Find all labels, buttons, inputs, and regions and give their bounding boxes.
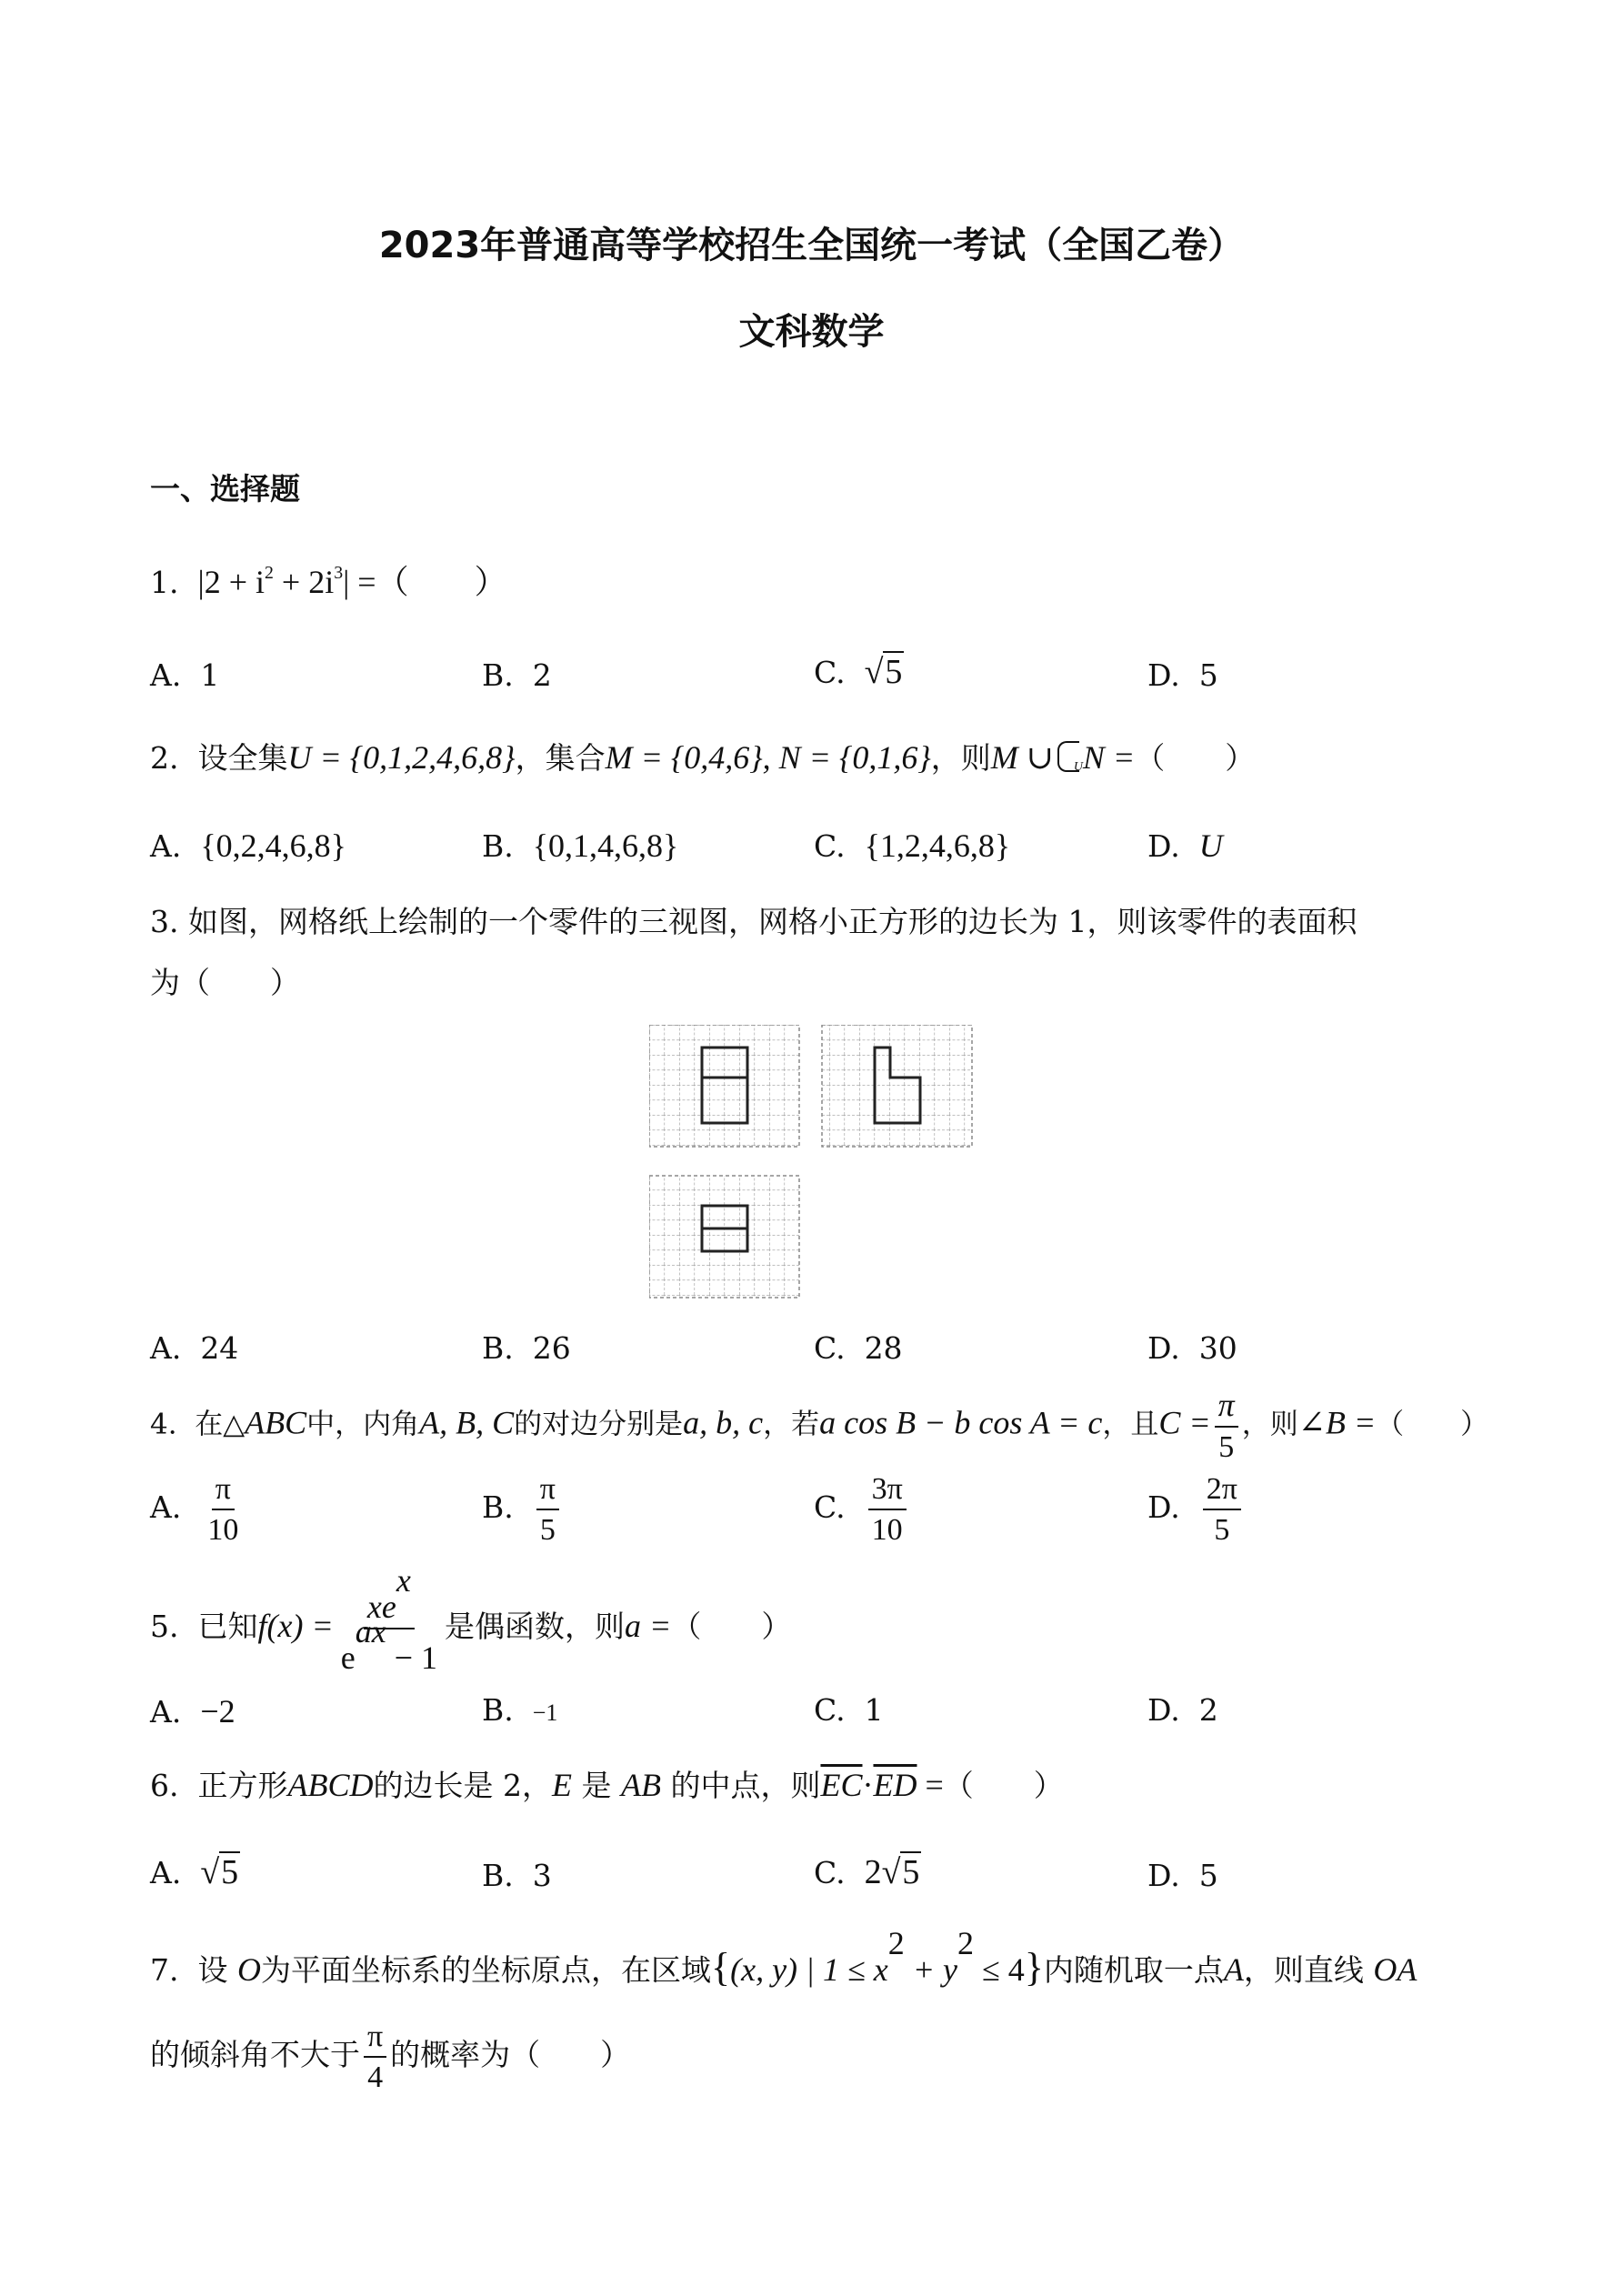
top-view bbox=[649, 1176, 799, 1298]
front-view bbox=[649, 1025, 799, 1147]
q2-option-c[interactable]: C. {1,2,4,6,8} bbox=[814, 827, 1011, 864]
q3-option-b[interactable]: B. 26 bbox=[482, 1330, 571, 1366]
q5-option-b[interactable]: B. −1 bbox=[482, 1692, 558, 1728]
question-5: 5. 已知f(x) = $\frac{xe^x}{e^{ax} - 1}$ 是偶函数，则a =（ ） bbox=[150, 1562, 792, 1676]
q5-option-d[interactable]: D. 2 bbox=[1147, 1692, 1218, 1728]
q1-option-a[interactable]: A. 1 bbox=[150, 657, 220, 693]
q3-option-c[interactable]: C. 28 bbox=[814, 1330, 903, 1366]
q1-option-c[interactable]: C. √5 bbox=[814, 653, 903, 691]
vector-ed: $\overline{ED}$ bbox=[873, 1767, 917, 1803]
complement-symbol: U bbox=[1057, 741, 1079, 772]
q5-option-a[interactable]: A. −2 bbox=[150, 1693, 235, 1730]
q2-option-d[interactable]: D. U bbox=[1147, 827, 1223, 864]
q6-option-b[interactable]: B. 3 bbox=[482, 1858, 552, 1893]
question-7-line-2: 的倾斜角不大于 $\frac{\pi}{4}$ 的概率为（ ） bbox=[150, 2020, 631, 2095]
q6-option-c[interactable]: C. 2√5 bbox=[814, 1853, 920, 1891]
q4-option-d[interactable]: D. $\frac{2\pi}{5}$ bbox=[1147, 1471, 1245, 1548]
vector-ec: $\overline{EC}$ bbox=[820, 1767, 863, 1803]
exam-subtitle: 文科数学 bbox=[738, 311, 885, 353]
q1-option-d[interactable]: D. 5 bbox=[1147, 657, 1218, 693]
question-1 bbox=[150, 563, 507, 600]
section-title: 一、选择题 bbox=[150, 471, 300, 506]
q2-option-a[interactable]: A. {0,2,4,6,8} bbox=[150, 827, 346, 864]
q1-expr: $|2 + i^2 + 2i^3|$ =（ ） bbox=[197, 563, 507, 600]
question-4: 4. 在△ABC中，内角A, B, C的对边分别是a, b, c，若a cos B − b cos A = c，且C = $\frac{\pi}{5}$ ，则∠B =（ ） bbox=[150, 1387, 1489, 1465]
fraction: $\frac{\pi}{4}$ bbox=[364, 2019, 386, 2095]
question-7-line-1: 7. 设 O为平面坐标系的坐标原点，在区域{(x, y) | $1 \le x^2 + y^2 \le 4$}内随机取一点A，则直线 OA bbox=[150, 1925, 1418, 1990]
q5-option-c[interactable]: C. 1 bbox=[814, 1692, 884, 1728]
sqrt-symbol: √5 bbox=[864, 653, 903, 691]
q1-number: 1. bbox=[150, 565, 179, 600]
question-3-line-2: 为（ ） bbox=[150, 965, 300, 1000]
fraction: $\frac{xe^x}{e^{ax} - 1}$ bbox=[340, 1562, 438, 1676]
q3-option-a[interactable]: A. 24 bbox=[150, 1330, 239, 1366]
q6-option-a[interactable]: A. √5 bbox=[150, 1853, 239, 1891]
fraction: $\frac{\pi}{5}$ bbox=[1215, 1387, 1238, 1465]
q4-option-a[interactable]: A. $\frac{\pi}{10}$ bbox=[150, 1472, 239, 1548]
exam-title: 2023年普通高等学校招生全国统一考试（全国乙卷） bbox=[378, 225, 1245, 266]
q6-option-d[interactable]: D. 5 bbox=[1147, 1858, 1218, 1893]
three-view-figure bbox=[649, 1025, 986, 1307]
question-2: 2. 设全集U = {0,1,2,4,6,8}，集合M = {0,4,6}, N = {0,1,6}，则M ∪ U N =（ ） bbox=[150, 739, 1256, 776]
q4-option-c[interactable]: C. $\frac{3\pi}{10}$ bbox=[814, 1471, 910, 1548]
q4-option-b[interactable]: B. $\frac{\pi}{5}$ bbox=[482, 1471, 563, 1548]
q2-option-b[interactable]: B. {0,1,4,6,8} bbox=[482, 827, 679, 864]
question-3-line-1: 3. 如图，网格纸上绘制的一个零件的三视图，网格小正方形的边长为 1，则该零件的表面积 bbox=[150, 904, 1358, 939]
q1-option-b[interactable]: B. 2 bbox=[482, 657, 552, 693]
side-view bbox=[822, 1025, 972, 1147]
question-6: 6. 正方形ABCD的边长是 2，E 是 AB 的中点，则$\overline{EC}\cdot\overline{ED}$ =（ ） bbox=[150, 1767, 1064, 1803]
q3-option-d[interactable]: D. 30 bbox=[1147, 1330, 1237, 1366]
